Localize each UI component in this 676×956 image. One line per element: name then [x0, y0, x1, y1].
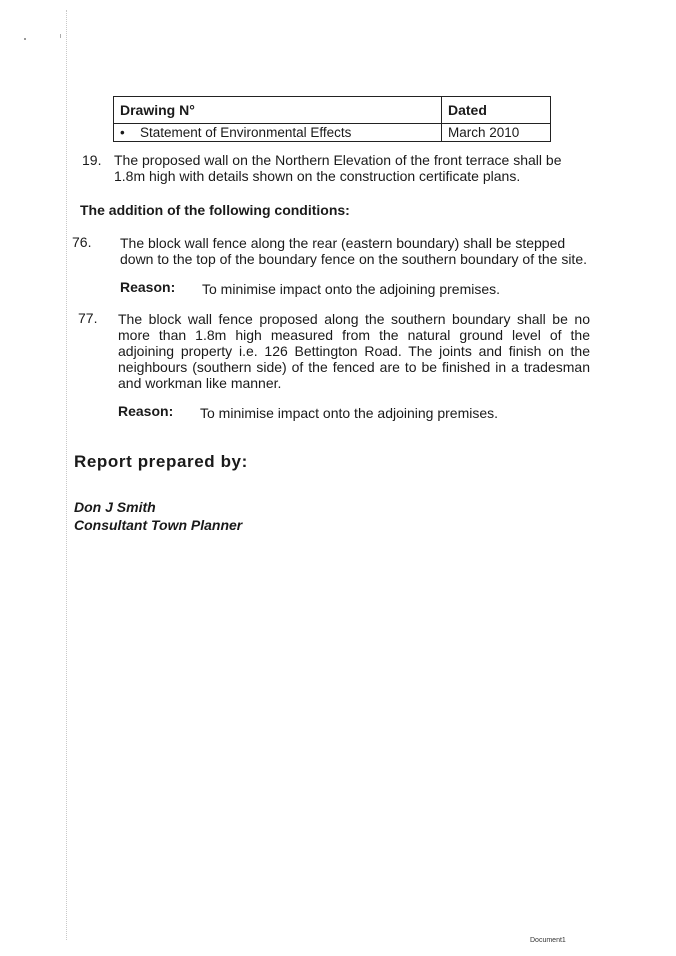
- condition-77-reason-label: Reason:: [118, 403, 174, 419]
- drawing-date: March 2010: [442, 124, 551, 142]
- drawings-table-header: [114, 97, 551, 124]
- condition-76-reason-text: To minimise impact onto the adjoining premises.: [202, 281, 501, 297]
- author-name: Don J Smith: [74, 499, 156, 515]
- bullet: •: [120, 125, 125, 140]
- drawing-name: Statement of Environmental Effects: [140, 125, 352, 140]
- author-title: Consultant Town Planner: [74, 517, 243, 533]
- scan-margin-line: [66, 10, 67, 940]
- condition-76-text: The block wall fence along the rear (eastern boundary) shall be stepped down to the top of the boundary fence on the southern boundary of the site.: [120, 235, 587, 267]
- drawing-name-cell: [114, 124, 442, 142]
- footer-document-label: Document1: [530, 937, 566, 944]
- drawings-table: [113, 96, 551, 142]
- scan-speck: [60, 34, 61, 38]
- additions-heading: The addition of the following conditions:: [80, 202, 350, 218]
- condition-77-text: The block wall fence proposed along the southern boundary shall be no more than 1.8m high measured from the natural ground level of the adjoining property i.e. 126 Bettington Road. The joints and finish on the neighbours (southern side) of the fenced are to be finished in a tradesman and workman like manner.: [118, 311, 590, 391]
- report-prepared-heading: Report prepared by:: [74, 452, 248, 471]
- scan-speck: [24, 38, 26, 40]
- condition-19-text: The proposed wall on the Northern Elevation of the front terrace shall be 1.8m high with details shown on the construction certificate plans.: [114, 152, 562, 184]
- header-drawing-number: Drawing N°: [114, 97, 442, 124]
- table-row: [114, 124, 551, 142]
- condition-76-reason-label: Reason:: [120, 279, 176, 295]
- condition-76-number: 76.: [72, 234, 92, 250]
- condition-77-reason-text: To minimise impact onto the adjoining premises.: [200, 405, 499, 421]
- condition-19-number: 19.: [82, 152, 102, 168]
- header-dated: Dated: [442, 97, 551, 124]
- condition-77-number: 77.: [78, 310, 98, 326]
